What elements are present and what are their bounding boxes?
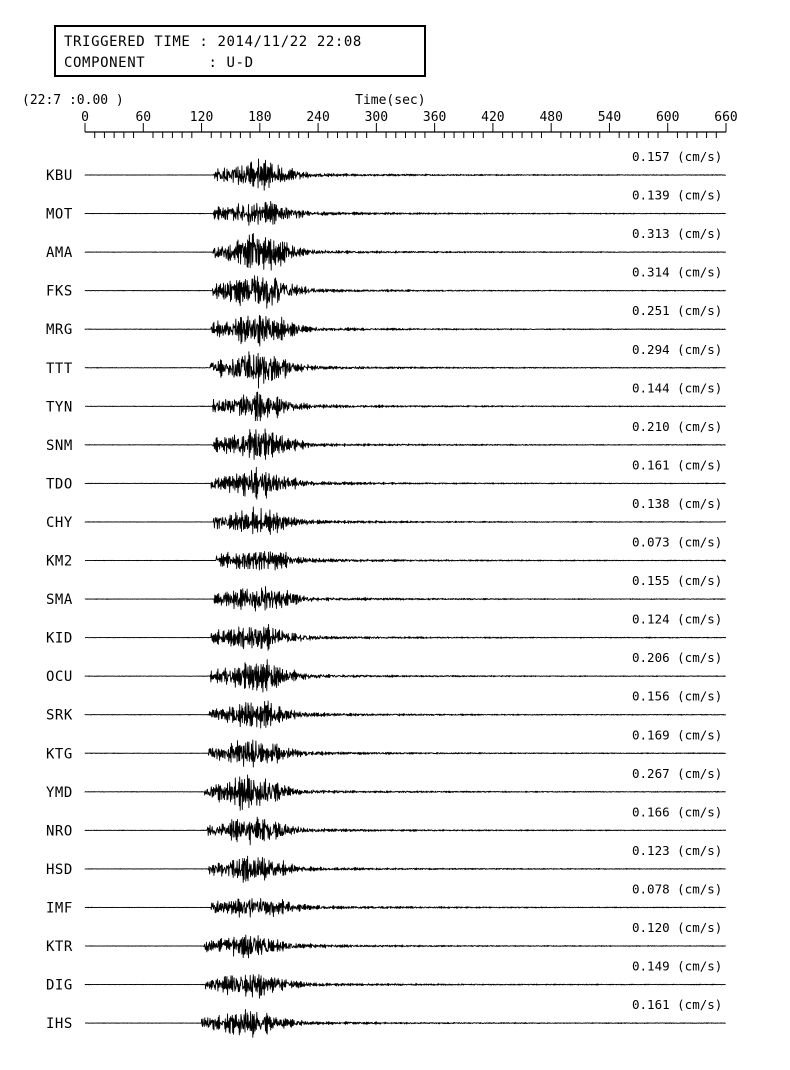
waveform-line <box>85 552 726 571</box>
max-amplitude-label: 0.123 (cm/s) <box>632 842 723 858</box>
max-amplitude-label: 0.161 (cm/s) <box>632 997 723 1013</box>
station-label: SRK <box>46 707 73 724</box>
trace-mrg <box>46 303 726 346</box>
tick-label: 600 <box>655 110 680 125</box>
tick-label: 0 <box>81 110 89 125</box>
station-label: KM2 <box>46 553 73 570</box>
max-amplitude-label: 0.144 (cm/s) <box>632 380 723 396</box>
station-label: IMF <box>46 900 73 917</box>
max-amplitude-label: 0.155 (cm/s) <box>632 573 723 589</box>
station-label: MOT <box>46 206 73 223</box>
trace-ihs <box>46 997 726 1037</box>
waveform-line <box>85 234 726 271</box>
max-amplitude-label: 0.169 (cm/s) <box>632 727 723 743</box>
triggered-time-value: 2014/11/22 22:08 <box>217 34 362 50</box>
waveform-line <box>85 775 726 810</box>
station-label: KTG <box>46 746 73 763</box>
max-amplitude-label: 0.161 (cm/s) <box>632 457 723 473</box>
waveform-line <box>85 352 726 388</box>
station-label: SNM <box>46 437 73 454</box>
station-label: KBU <box>46 168 73 184</box>
max-amplitude-label: 0.251 (cm/s) <box>632 303 723 319</box>
trace-snm <box>46 419 726 460</box>
start-time-label: (22:7 :0.00 ) <box>22 93 124 108</box>
station-label: FKS <box>46 283 73 300</box>
waveform-line <box>85 660 726 692</box>
trace-tyn <box>46 380 726 421</box>
station-label: NRO <box>46 823 73 840</box>
tick-label: 120 <box>189 110 214 125</box>
trace-km2 <box>46 535 726 571</box>
waveform-line <box>85 429 726 460</box>
trace-tdo <box>46 457 726 499</box>
trace-ymd <box>46 766 726 811</box>
tick-label: 360 <box>422 110 447 125</box>
trace-fks <box>46 265 726 309</box>
waveform-line <box>85 624 726 650</box>
trace-dig <box>46 959 726 999</box>
max-amplitude-label: 0.294 (cm/s) <box>632 341 723 357</box>
station-label: OCU <box>46 669 73 686</box>
station-label: TTT <box>46 360 73 377</box>
max-amplitude-label: 0.210 (cm/s) <box>632 418 723 434</box>
max-amplitude-label: 0.313 (cm/s) <box>632 226 723 242</box>
station-label: TYN <box>46 399 73 416</box>
station-label: HSD <box>46 861 73 878</box>
station-label: YMD <box>46 784 73 801</box>
component-line: COMPONENT : U-D <box>64 55 254 71</box>
tick-label: 540 <box>597 110 622 125</box>
tick-label: 300 <box>364 110 389 125</box>
waveform-line <box>85 315 726 346</box>
triggered-time-line: TRIGGERED TIME : 2014/11/22 22:08 <box>64 34 362 50</box>
seismogram-traces <box>46 149 726 1037</box>
time-axis <box>22 93 738 138</box>
tick-label: 180 <box>248 110 272 125</box>
trace-sma <box>46 573 726 611</box>
trace-ktg <box>46 727 726 767</box>
station-label: MRG <box>46 322 73 339</box>
trace-mot <box>46 188 726 226</box>
station-label: TDO <box>46 476 73 493</box>
component-label: COMPONENT <box>64 55 146 71</box>
waveform-line <box>85 467 726 499</box>
station-label: DIG <box>46 977 73 994</box>
trace-ktr <box>46 920 726 958</box>
trace-kid <box>46 612 726 651</box>
max-amplitude-label: 0.073 (cm/s) <box>632 534 723 550</box>
waveform-line <box>85 701 726 728</box>
component-value: U-D <box>226 55 254 71</box>
trace-ttt <box>46 342 726 388</box>
trace-nro <box>46 804 726 844</box>
waveform-line <box>85 507 726 535</box>
max-amplitude-label: 0.166 (cm/s) <box>632 804 723 820</box>
waveform-line <box>85 159 726 190</box>
trace-kbu <box>46 149 726 190</box>
triggered-time-label: TRIGGERED TIME <box>64 34 191 50</box>
waveform-line <box>85 587 726 612</box>
tick-label: 60 <box>135 110 152 125</box>
trace-ama <box>46 226 726 270</box>
waveform-line <box>85 740 726 767</box>
max-amplitude-label: 0.157 (cm/s) <box>632 149 723 164</box>
trace-chy <box>46 496 726 534</box>
station-label: AMA <box>46 245 73 262</box>
waveform-line <box>85 817 726 845</box>
waveform-line <box>85 1010 726 1038</box>
max-amplitude-label: 0.267 (cm/s) <box>632 765 723 781</box>
tick-label: 240 <box>306 110 330 125</box>
station-label: KTR <box>46 939 73 955</box>
trace-hsd <box>46 843 726 883</box>
tick-label: 480 <box>539 110 563 125</box>
waveform-line <box>85 392 726 421</box>
max-amplitude-label: 0.139 (cm/s) <box>632 187 723 203</box>
trace-ocu <box>46 650 726 692</box>
max-amplitude-label: 0.124 (cm/s) <box>632 611 723 627</box>
tick-label: 660 <box>714 110 738 125</box>
waveform-line <box>85 975 726 999</box>
max-amplitude-label: 0.314 (cm/s) <box>632 264 723 280</box>
max-amplitude-label: 0.156 (cm/s) <box>632 688 723 704</box>
max-amplitude-label: 0.149 (cm/s) <box>632 958 723 974</box>
tick-label: 420 <box>481 110 505 125</box>
station-label: KID <box>46 630 73 647</box>
waveform-line <box>85 276 726 309</box>
station-label: IHS <box>46 1016 73 1033</box>
max-amplitude-label: 0.138 (cm/s) <box>632 495 723 511</box>
max-amplitude-label: 0.120 (cm/s) <box>632 920 723 935</box>
trace-srk <box>46 689 726 728</box>
max-amplitude-label: 0.078 (cm/s) <box>632 881 723 897</box>
waveform-line <box>85 935 726 958</box>
station-label: SMA <box>46 592 73 609</box>
waveform-line <box>85 898 726 917</box>
axis-title: Time(sec) <box>355 93 426 108</box>
max-amplitude-label: 0.206 (cm/s) <box>632 650 723 666</box>
trace-imf <box>46 881 726 917</box>
station-label: CHY <box>46 514 73 531</box>
waveform-line <box>85 856 726 882</box>
waveform-line <box>85 201 726 225</box>
